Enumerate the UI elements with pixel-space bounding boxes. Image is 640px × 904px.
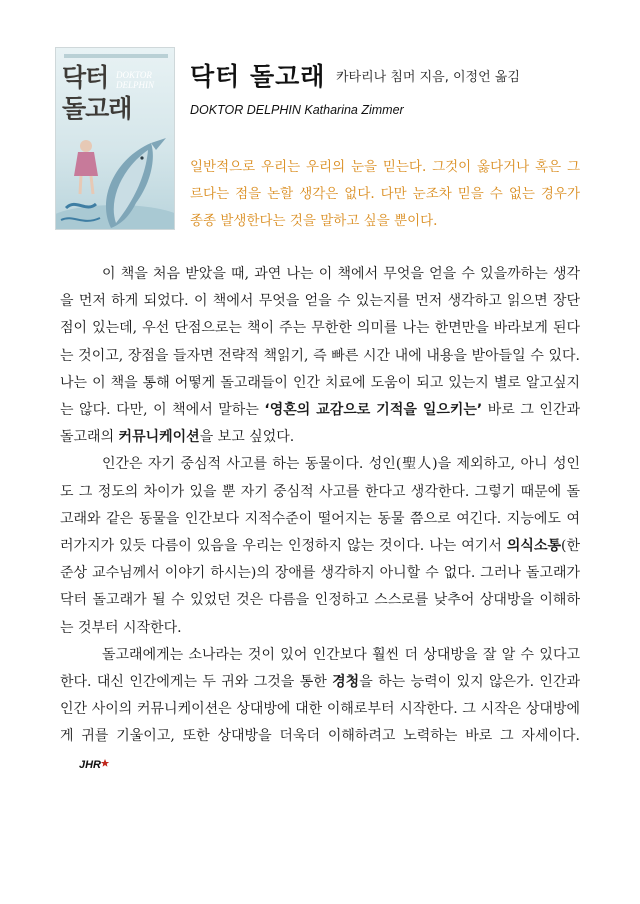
paragraph-3-text-b: 을 하는 능력이 있지 않은가. 인간과 인간 사이의 커뮤니케이션은 상대방에 대한 이해로부터 시작한다. 그 시작은 상대방에게 귀를 기울이고, 또한 상대방을 더욱더 이해하려고 노력하는 바로 그 자세이다. xyxy=(60,674,580,745)
cover-english-title: DOKTOR DELPHIN xyxy=(116,70,154,90)
book-title: 닥터 돌고래 xyxy=(190,62,326,91)
author-translator: 카타리나 침머 지음, 이정언 옮김 xyxy=(336,70,520,85)
paragraph-3 xyxy=(60,642,580,778)
dolphin-illustration xyxy=(56,128,175,230)
review-body xyxy=(60,261,580,778)
book-cover-image xyxy=(55,47,175,230)
emphasis-communication: 커뮤니케이션 xyxy=(118,429,200,446)
highlighted-quote: 일반적으로 우리는 우리의 눈을 믿는다. 그것이 옳다거나 혹은 그르다는 점을 논할 생각은 없다. 다만 눈조차 믿을 수 없는 경우가 종종 발생한다는 것을 말하고 싶을 뿐이다. xyxy=(190,159,580,229)
paragraph-1-text-a: 이 책을 처음 받았을 때, 과연 나는 이 책에서 무엇을 얻을 수 있을까하는 생각을 먼저 하게 되었다. 이 책에서 무엇을 얻을 수 있는지를 먼저 생각하고 읽으면 장단점이 있는데, 우선 단점으로는 책이 주는 무한한 의미를 나는 한면만을 바라보게 된다는 것이고, 장점을 들자면 전략적 책읽기, 즉 빠른 시간 내에 내용을 받아들일 수 있다. 나는 이 책을 통해 어떻게 돌고래들이 인간 치료에 도움이 되고 있는지 별로 알고싶지는 않다. 다만, 이 책에서 말하는 xyxy=(60,266,580,419)
emphasis-conscious-communication: 의식소통 xyxy=(506,538,561,555)
original-title-author: DOKTOR DELPHIN Katharina Zimmer xyxy=(190,103,404,117)
paragraph-1-text-c: 을 보고 싶었다. xyxy=(199,429,295,446)
emphasis-listening: 경청 xyxy=(332,674,360,691)
cover-title-line2: 돌고래 xyxy=(62,94,132,123)
cover-top-strip xyxy=(64,54,168,58)
cover-title-line1: 닥터 xyxy=(62,63,109,92)
paragraph-2-text-b: (한준상 교수님께서 이야기 하시는)의 장애를 생각하지 아니할 수 없다. 그러나 돌고래가 닥터 돌고래가 될 수 있었던 것은 다름을 인정하고 스스로를 낮추어 상대방을 이해하는 것부터 시작한다. xyxy=(60,538,580,636)
paragraph-2 xyxy=(60,451,580,641)
paragraph-2-text-a: 인간은 자기 중심적 사고를 하는 동물이다. 성인(聖人)을 제외하고, 아니 성인도 그 정도의 차이가 있을 뿐 자기 중심적 사고를 한다고 생각한다. 그렇기 때문에 돌고래와 같은 동물을 인간보다 지적수준이 떨어지는 동물 쯤으로 여긴다. 지능에도 여러가지가 있듯 다름이 있음을 우리는 인정하지 않는 것이다. 나는 여기서 xyxy=(60,456,580,555)
paragraph-1-text-b: 바로 그 인간과 돌고래의 xyxy=(60,402,580,446)
paragraph-3-text-a: 돌고래에게는 소나라는 것이 있어 인간보다 훨씬 더 상대방을 잘 알 수 있다고 한다. 대신 인간에게는 두 귀와 그것을 통한 xyxy=(60,646,580,691)
paragraph-1 xyxy=(60,261,580,451)
signature-mark xyxy=(78,756,112,772)
emphasis-miracle-phrase: ‘영혼의 교감으로 기적을 일으키는’ xyxy=(264,402,483,419)
signature-text: JHR xyxy=(79,758,102,771)
